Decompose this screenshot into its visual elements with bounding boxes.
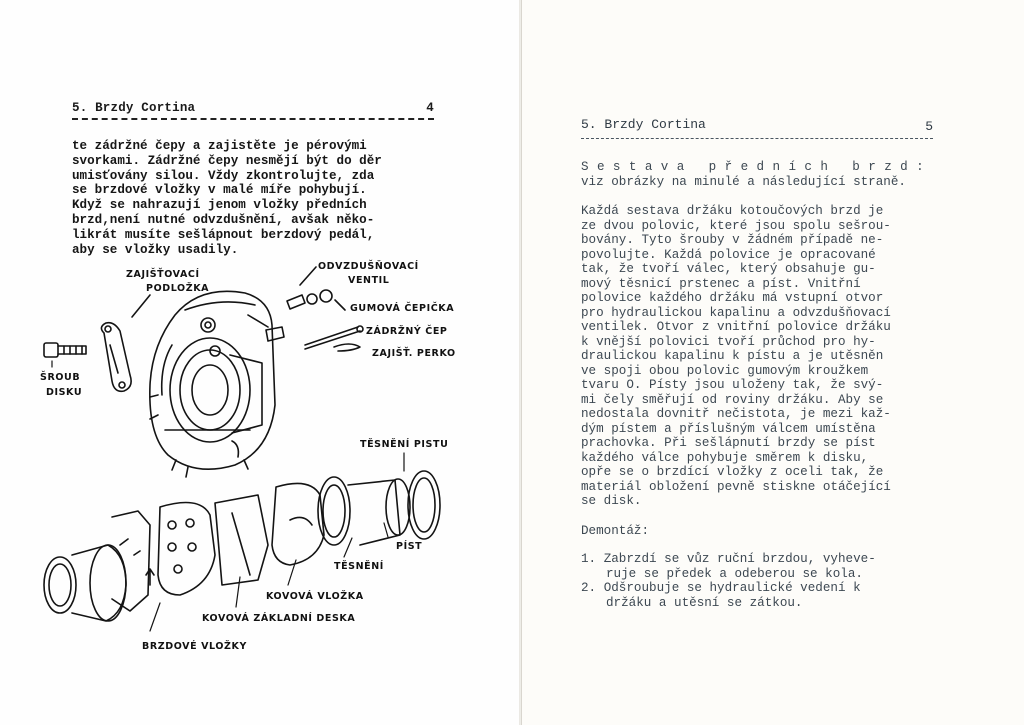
left-page-number: 4 (426, 101, 434, 115)
label-disc-bolt-1: ŠROUB (40, 372, 81, 383)
left-body-line: te zádržné čepy a zajistěte je pérovými (72, 139, 367, 153)
step-number: 2. (581, 581, 597, 595)
right-header-rule (581, 138, 933, 139)
paragraph-line: nedostala dovnitř nečistota, je mezi kaž- (581, 407, 891, 421)
label-seal: TĚSNĚNÍ (334, 561, 384, 572)
left-body-line: se brzdové vložky v malé míře pohybují. (72, 183, 367, 198)
left-body-line: brzd,není nutné odvzdušnění, avšak něko- (72, 212, 375, 227)
left-body-line: likrát musíte sešlápnout berzdový pedál, (72, 227, 375, 242)
paragraph-line: tak, že tvoří válec, který obsahuje gu- (581, 262, 876, 276)
bleed-valve-drawing (287, 267, 345, 310)
label-retaining-spring: ZAJIŠŤ. PERKO (372, 348, 456, 359)
paragraph-line: mi čely směřují od roviny držáku. Aby se (581, 392, 884, 407)
label-metal-insert: KOVOVÁ VLOŽKA (266, 591, 364, 602)
label-brake-pads: BRZDOVÉ VLOŽKY (142, 641, 247, 652)
paragraph-line: povolujte. Každá polovice je opracované (581, 247, 876, 262)
label-locking-plate-1: ZAJIŠŤOVACÍ (126, 269, 200, 280)
step-line: Odšroubuje se hydraulické vedení k (603, 581, 861, 595)
paragraph-line: polovice každého držáku má vstupní otvor (581, 291, 884, 305)
paragraph-line: pro hydraulickou kapalinu a odvzdušňovací (581, 305, 891, 320)
paragraph-line: každého válce pohybuje směrem k disku, (581, 450, 869, 465)
paragraph-line: ze dvou polovic, které jsou spolu sešrou- (581, 218, 891, 233)
left-page-header (72, 101, 434, 115)
label-locking-plate-2: PODLOŽKA (146, 283, 210, 294)
section-subtitle: viz obrázky na minulé a následující straně. (581, 174, 906, 189)
step-item (581, 581, 971, 610)
paragraph-line: opře se o brzdící vložky z oceli tak, že (581, 465, 884, 479)
label-piston-seal: TĚSNĚNÍ PISTU (360, 439, 449, 450)
retaining-pin-drawing (305, 326, 363, 351)
paragraph-line: materiál obložení pevně stiskne otáčející (581, 479, 891, 494)
paragraph-line: k vnější polovici tvoří průchod pro hy- (581, 334, 876, 349)
paragraph-line: tvaru O. Písty jsou uloženy tak, že svý- (581, 378, 884, 392)
label-bleed-valve-2: VENTIL (348, 275, 390, 286)
brake-exploded-diagram (0, 255, 521, 675)
left-header-title: 5. Brzdy Cortina (72, 101, 196, 115)
paragraph-line: ventilek. Otvor z vnitřní polovice držáku (581, 320, 891, 334)
paragraph-line: draulickou kapalinu k pístu a je utěsněn (581, 349, 884, 363)
paragraph-line: prachovka. Při sešlápnutí brzdy se píst (581, 436, 876, 450)
right-header-title: 5. Brzdy Cortina (581, 117, 706, 132)
exploded-parts-drawing (44, 471, 440, 621)
paragraph-line: mový těsnicí prstenec a píst. Vnitřní (581, 276, 861, 291)
paragraph-line: Každá sestava držáku kotoučových brzd je (581, 204, 884, 218)
left-body-line: umisťovány silou. Vždy zkontrolujte, zda (72, 168, 375, 183)
label-disc-bolt-2: DISKU (46, 387, 83, 398)
demontaz-title: Demontáž: (581, 523, 650, 538)
right-body-text (581, 160, 971, 610)
paragraph-line: se disk. (581, 494, 642, 508)
right-page (521, 0, 1024, 725)
label-piston: PÍST (396, 541, 423, 552)
paragraph-line: ve spoji obou polovic gumovým kroužkem (581, 363, 869, 378)
step-item (581, 552, 971, 581)
label-bleed-valve-1: ODVZDUŠŇOVACÍ (318, 261, 419, 272)
section-title: Sestava předních brzd: (581, 160, 933, 174)
caliper-drawing (150, 291, 284, 477)
locking-plate-drawing (101, 295, 150, 391)
paragraph-line: bovány. Tyto šrouby v žádném případě ne- (581, 233, 884, 247)
right-page-number: 5 (925, 119, 933, 134)
label-retaining-pin: ZÁDRŽNÝ ČEP (366, 326, 448, 337)
step-line: držáku a utěsní se zátkou. (606, 595, 803, 610)
paragraph-line: dým pístem a příslušným válcem umístěna (581, 421, 876, 436)
step-line: Zabrzdí se vůz ruční brzdou, vyheve- (603, 552, 876, 566)
right-page-header (581, 117, 933, 132)
step-line: ruje se předek a odeberou se kola. (606, 566, 863, 581)
left-header-rule (72, 118, 434, 120)
left-body-text (72, 139, 434, 257)
disc-bolt-drawing (44, 343, 86, 357)
left-body-line: Když se nahrazují jenom vložky předních (72, 198, 367, 213)
label-metal-backing-plate: KOVOVÁ ZÁKLADNÍ DESKA (202, 613, 356, 624)
label-rubber-cap: GUMOVÁ ČEPIČKA (350, 303, 455, 314)
step-number: 1. (581, 552, 597, 566)
left-body-line: svorkami. Zádržné čepy nesmějí být do děr (72, 153, 382, 168)
left-body-line: aby se vložky usadily. (72, 242, 239, 257)
